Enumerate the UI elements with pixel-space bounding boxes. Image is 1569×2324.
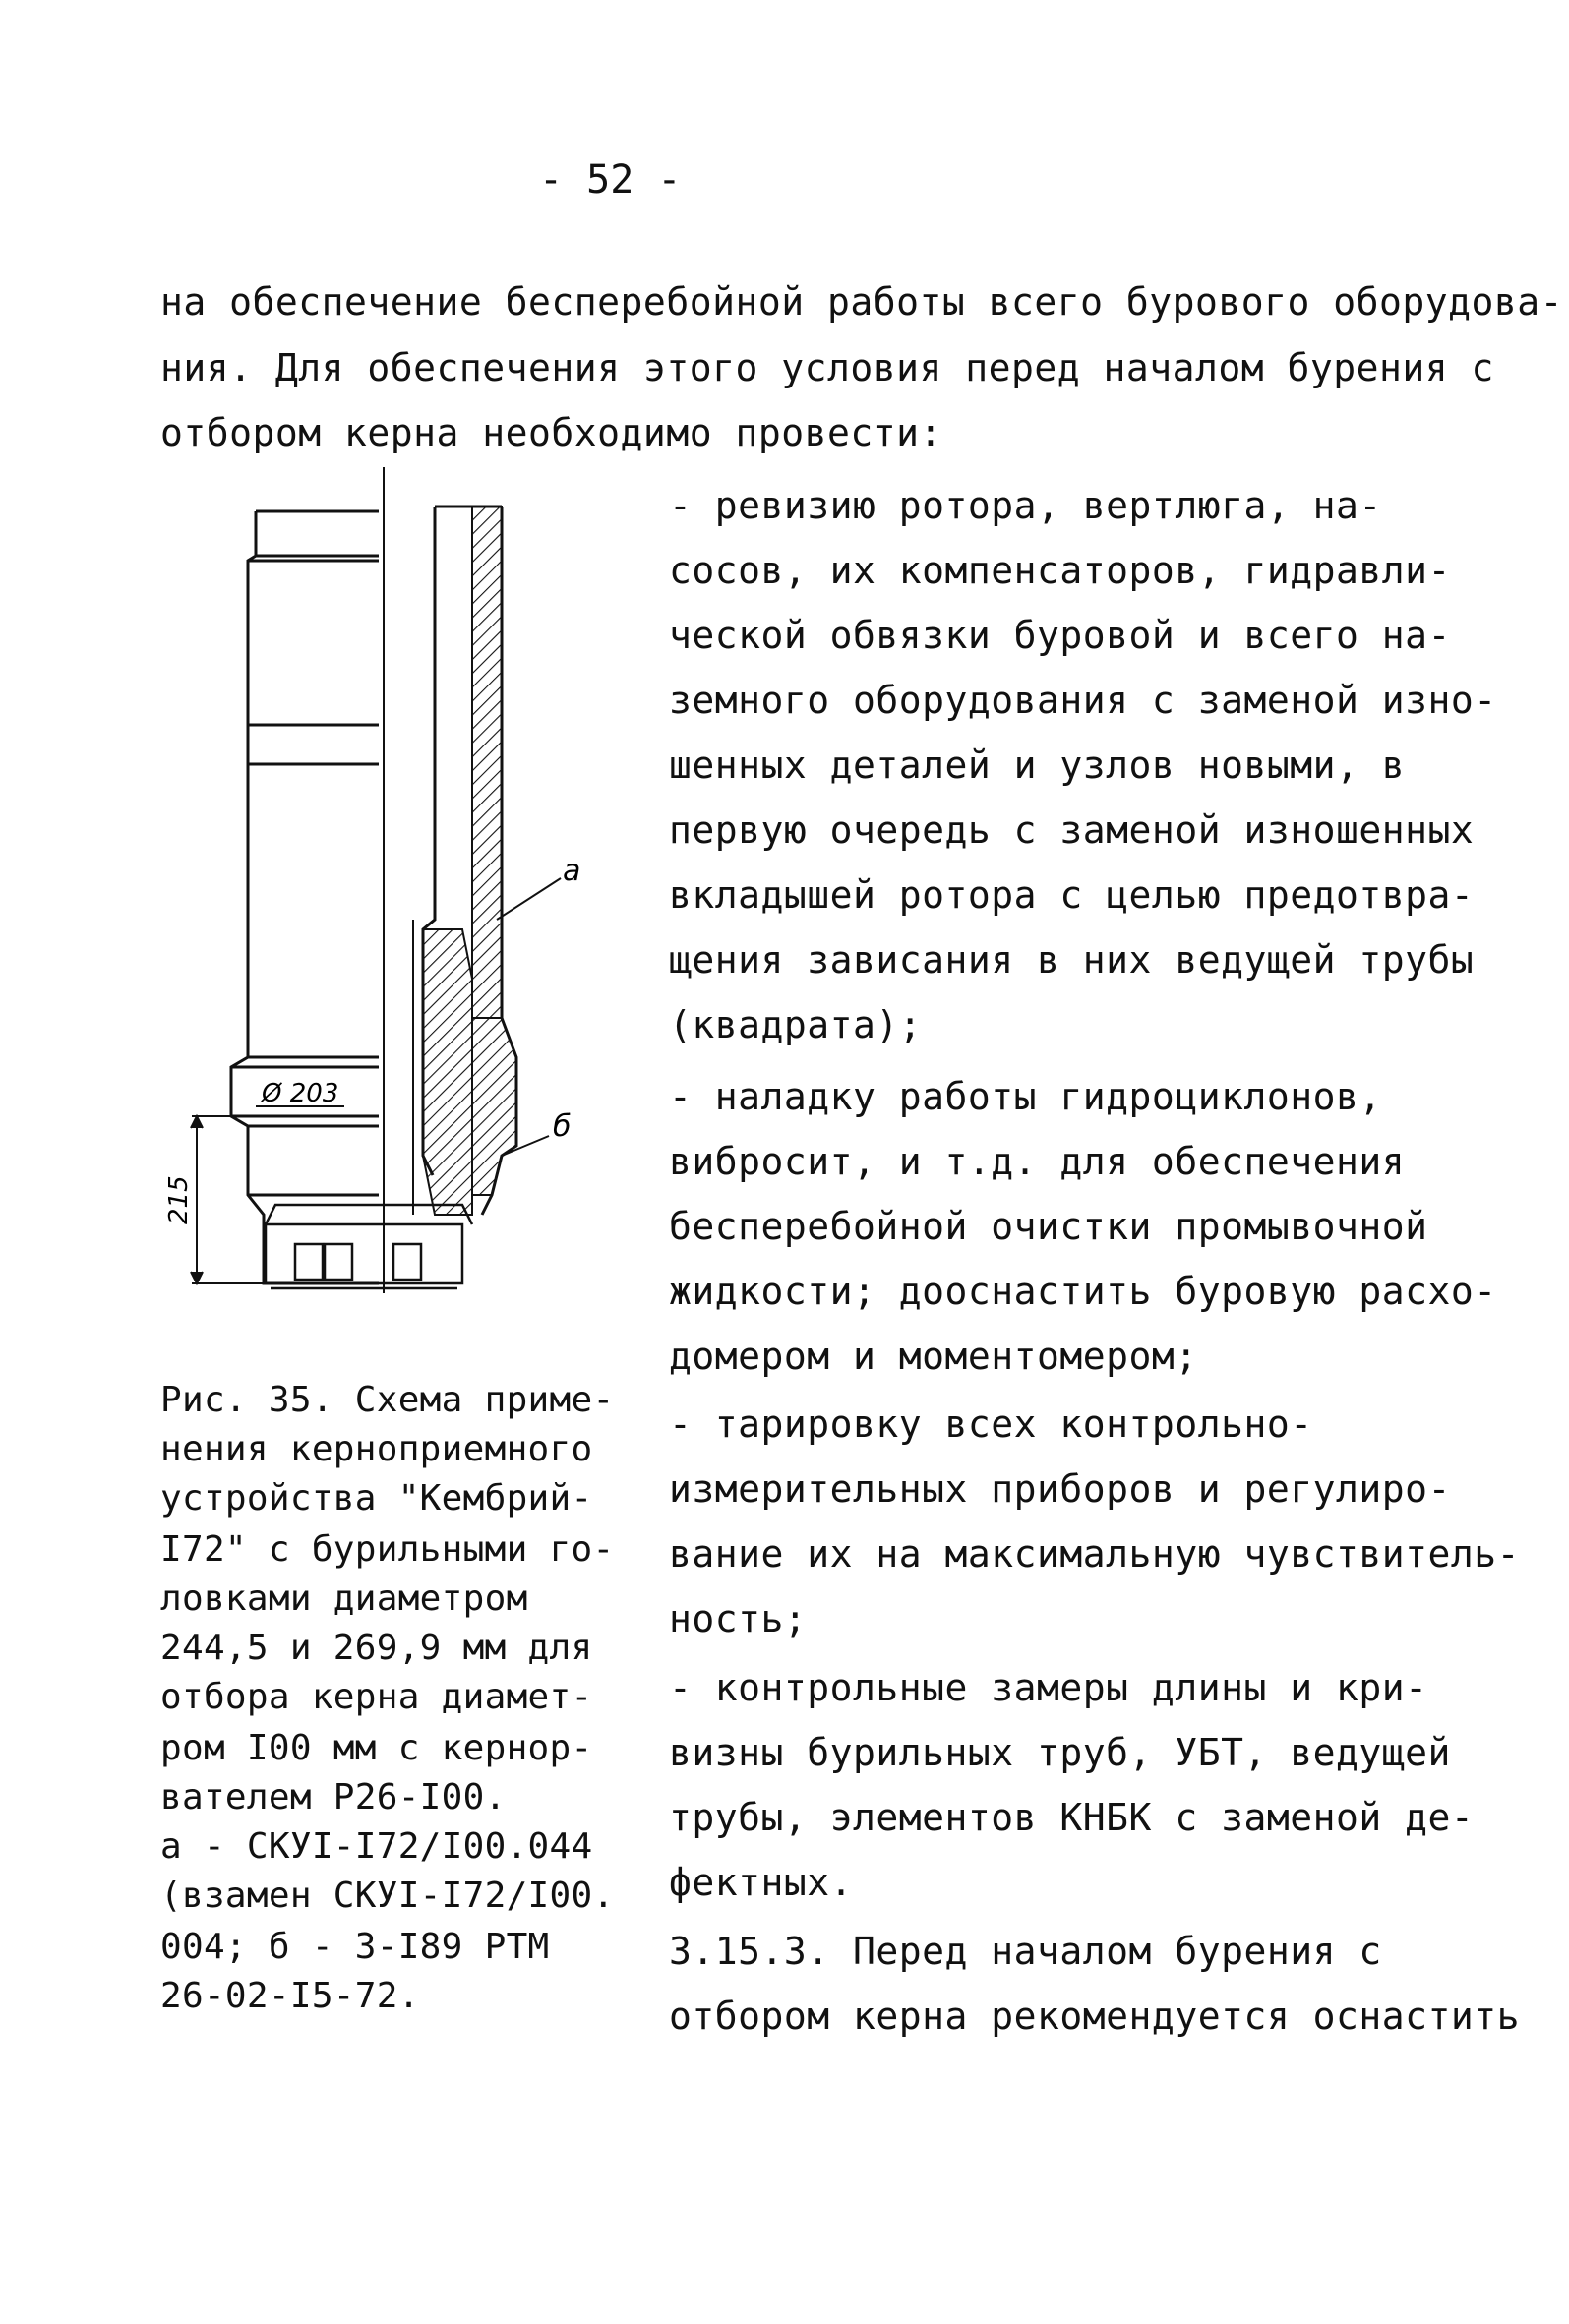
body-line: шенных деталей и узлов новыми, в (669, 744, 1406, 787)
body-line: первую очередь с заменой изношенных (669, 808, 1475, 852)
body-line: ческой обвязки буровой и всего на- (669, 614, 1451, 657)
caption-line: а - СКУI-I72/I00.044 (160, 1826, 593, 1867)
intro-line: отбором керна необходимо провести: (160, 411, 942, 454)
diameter-label: Ø 203 (262, 1079, 339, 1108)
caption-line: вателем Р26-I00. (160, 1777, 507, 1817)
caption-line: 26-02-I5-72. (160, 1976, 420, 2016)
height-dimension-label: 215 (164, 1175, 194, 1224)
intro-line: ния. Для обеспечения этого условия перед началом бурения с (160, 346, 1494, 389)
body-line: отбором керна рекомендуется оснастить (669, 1995, 1520, 2038)
body-line: - ревизию ротора, вертлюга, на- (669, 484, 1382, 527)
body-line: визны бурильных труб, УБТ, ведущей (669, 1731, 1451, 1774)
body-line: вание их на максимальную чувствитель- (669, 1532, 1520, 1576)
caption-line: устройства "Кембрий- (160, 1478, 593, 1519)
caption-line: отбора керна диамет- (160, 1677, 593, 1717)
label-a: а (563, 854, 581, 888)
height-dimension (191, 1116, 266, 1283)
caption-line: I72" с бурильными го- (160, 1529, 615, 1570)
body-line: - наладку работы гидроциклонов, (669, 1075, 1382, 1118)
body-line: вкладышей ротора с целью предотвра- (669, 873, 1475, 917)
core-receiver-drawing (164, 467, 610, 1333)
caption-line: ром I00 мм с кернор- (160, 1728, 593, 1768)
caption-line: 004; б - 3-I89 РТМ (160, 1927, 550, 1967)
caption-line: нения керноприемного (160, 1429, 593, 1469)
body-line: бесперебойной очистки промывочной (669, 1205, 1428, 1248)
page-number: - 52 - (539, 157, 682, 203)
body-line: жидкости; дооснастить буровую расхо- (669, 1270, 1497, 1313)
body-line: земного оборудования с заменой изно- (669, 679, 1497, 722)
body-line: - тарировку всех контрольно- (669, 1402, 1313, 1446)
label-b: б (553, 1109, 572, 1144)
body-line: измерительных приборов и регулиро- (669, 1467, 1451, 1511)
body-line: домером и моментомером; (669, 1335, 1198, 1378)
body-line: (квадрата); (669, 1003, 923, 1046)
body-line: - контрольные замеры длины и кри- (669, 1666, 1428, 1709)
caption-line: 244,5 и 269,9 мм для (160, 1628, 593, 1668)
intro-line: на обеспечение бесперебойной работы всего бурового оборудова- (160, 280, 1564, 324)
body-line: щения зависания в них ведущей трубы (669, 938, 1475, 982)
body-line: ность; (669, 1597, 808, 1640)
body-line: сосов, их компенсаторов, гидравли- (669, 549, 1451, 592)
body-line: фектных. (669, 1861, 854, 1904)
body-line: трубы, элементов КНБК с заменой де- (669, 1796, 1475, 1839)
outer-profile (231, 511, 379, 1283)
body-line: вибросит, и т.д. для обеспечения (669, 1140, 1406, 1183)
caption-line: ловками диаметром (160, 1579, 528, 1619)
body-line: 3.15.3. Перед началом бурения с (669, 1930, 1382, 1973)
caption-line: Рис. 35. Схема приме- (160, 1380, 615, 1420)
core-receiver-figure (164, 467, 610, 1337)
drill-bit-head (266, 1205, 472, 1288)
caption-line: (взамен СКУI-I72/I00. (160, 1876, 615, 1916)
